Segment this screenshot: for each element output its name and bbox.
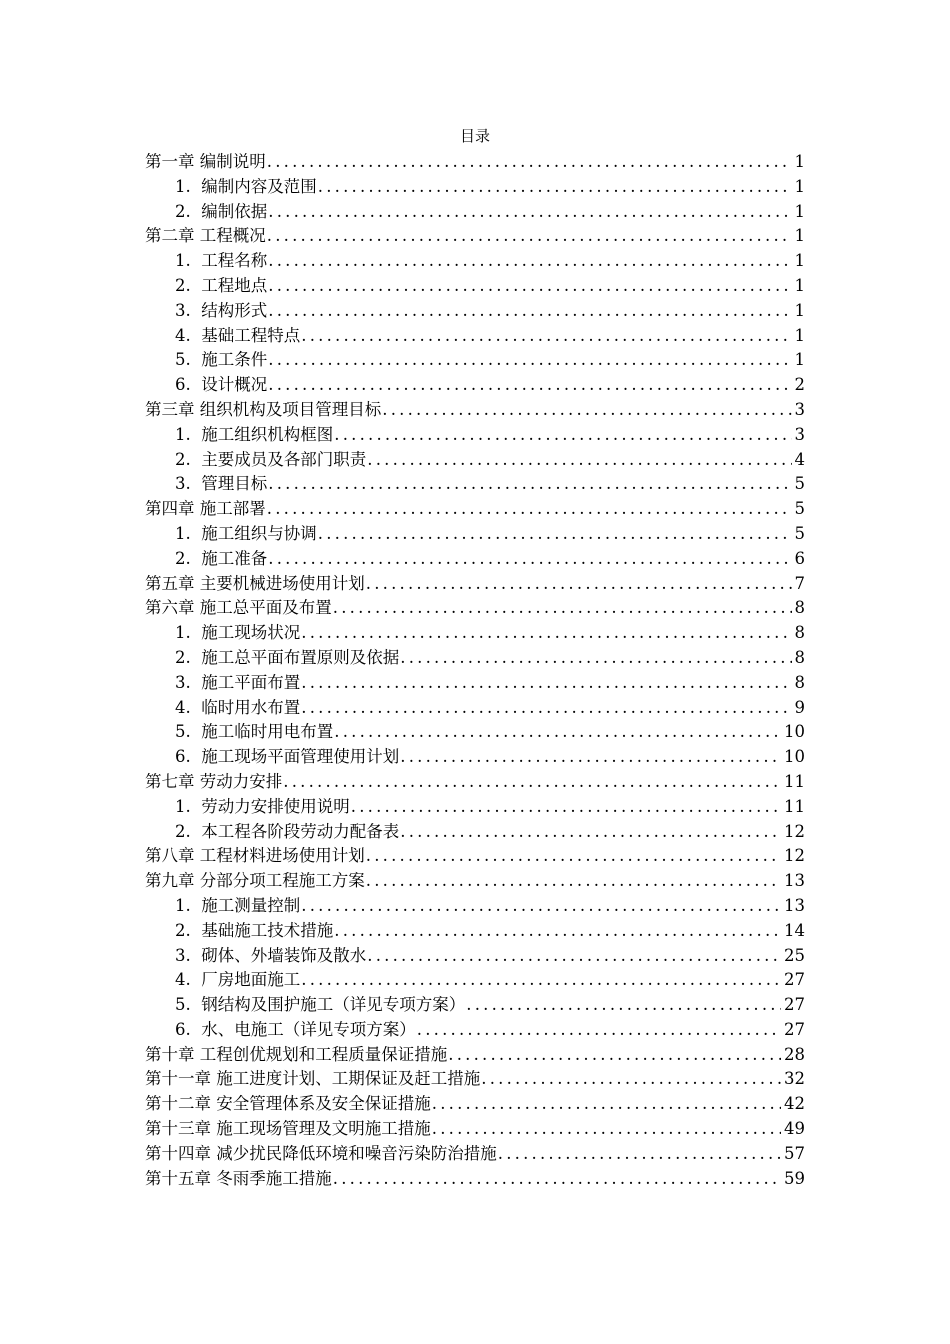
table-of-contents	[145, 150, 805, 1191]
toc-entry-separator	[191, 274, 202, 299]
toc-page-number: 1	[794, 152, 805, 171]
toc-dot-leader	[268, 547, 791, 572]
toc-entry-separator	[191, 522, 202, 547]
toc-entry-separator	[191, 200, 202, 225]
toc-entry-title: 冬雨季施工措施	[216, 1168, 332, 1188]
toc-page-number: 5	[794, 523, 805, 543]
toc-page-number: 14	[784, 920, 805, 940]
toc-entry-separator	[191, 944, 202, 969]
toc-dot-leader	[268, 200, 791, 225]
toc-section-entry[interactable]	[145, 249, 805, 274]
toc-entry-separator	[191, 820, 202, 845]
toc-entry-separator	[191, 547, 202, 572]
toc-entry-title: 主要成员及各部门职责	[201, 449, 367, 469]
toc-page-number: 12	[784, 846, 805, 866]
toc-entry-number: 第八章	[145, 846, 195, 866]
toc-section-entry[interactable]	[145, 423, 805, 448]
toc-section-entry[interactable]	[145, 274, 805, 299]
toc-page-number: 49	[784, 1119, 805, 1139]
toc-page-number: 32	[784, 1069, 805, 1089]
toc-entry-number: 5.	[175, 995, 191, 1015]
toc-entry-title: 安全管理体系及安全保证措施	[216, 1094, 431, 1114]
toc-section-entry[interactable]	[145, 795, 805, 820]
toc-dot-leader	[448, 1043, 781, 1068]
toc-dot-leader	[351, 795, 781, 820]
toc-entry-title: 施工部署	[199, 499, 266, 519]
toc-entry-title: 施工组织机构框图	[201, 424, 334, 444]
toc-entry-number: 第五章	[145, 573, 195, 593]
toc-dot-leader	[268, 249, 791, 274]
toc-entry-title: 减少扰民降低环境和噪音污染防治措施	[216, 1143, 497, 1163]
toc-dot-leader	[400, 745, 781, 770]
toc-entry-title: 施工总平面及布置	[199, 598, 332, 618]
toc-entry-title: 编制依据	[201, 201, 268, 221]
toc-entry-number: 3.	[175, 672, 191, 692]
toc-page-number: 1	[794, 251, 805, 271]
toc-entry-separator	[191, 249, 202, 274]
toc-page-number: 1	[794, 350, 805, 370]
toc-entry-separator	[191, 448, 202, 473]
toc-entry-title: 劳动力安排使用说明	[201, 796, 350, 816]
toc-entry-separator	[191, 348, 202, 373]
toc-dot-leader	[301, 671, 791, 696]
toc-entry-number: 3.	[175, 300, 191, 320]
toc-entry-title: 施工现场管理及文明施工措施	[216, 1119, 431, 1139]
toc-entry-title: 编制说明	[199, 152, 266, 171]
toc-entry-number: 4.	[175, 970, 191, 990]
toc-entry-number: 5.	[175, 350, 191, 370]
toc-entry-number: 第十一章	[145, 1069, 211, 1089]
toc-page-number: 8	[794, 623, 805, 643]
toc-entry-number: 1.	[175, 424, 191, 444]
toc-chapter-entry[interactable]	[145, 844, 805, 869]
toc-entry-number: 2.	[175, 449, 191, 469]
toc-entry-title: 施工测量控制	[201, 895, 301, 915]
toc-entry-separator	[191, 894, 202, 919]
toc-section-entry[interactable]	[145, 993, 805, 1018]
toc-dot-leader	[267, 150, 792, 175]
toc-page-number: 42	[784, 1094, 805, 1114]
toc-section-entry[interactable]	[145, 894, 805, 919]
toc-entry-separator	[191, 968, 202, 993]
toc-dot-leader	[301, 968, 781, 993]
toc-entry-number: 1.	[175, 623, 191, 643]
toc-dot-leader	[466, 993, 781, 1018]
toc-page-number: 3	[794, 424, 805, 444]
toc-page-number: 7	[794, 573, 805, 593]
toc-entry-title: 组织机构及项目管理目标	[199, 399, 382, 419]
toc-chapter-entry[interactable]	[145, 572, 805, 597]
toc-entry-title: 基础工程特点	[201, 325, 301, 345]
toc-page-number: 1	[794, 176, 805, 196]
toc-page-number: 59	[784, 1168, 805, 1188]
toc-page-number: 25	[784, 945, 805, 965]
toc-dot-leader	[268, 373, 791, 398]
toc-section-entry[interactable]	[145, 720, 805, 745]
toc-page-number: 8	[794, 672, 805, 692]
toc-section-entry[interactable]	[145, 1018, 805, 1043]
toc-entry-separator	[191, 720, 202, 745]
toc-entry-title: 工程名称	[201, 251, 268, 271]
toc-dot-leader	[318, 175, 792, 200]
toc-entry-number: 3.	[175, 945, 191, 965]
toc-dot-leader	[283, 770, 781, 795]
toc-entry-title: 施工进度计划、工期保证及赶工措施	[216, 1069, 481, 1089]
toc-section-entry[interactable]	[145, 745, 805, 770]
toc-entry-number: 第六章	[145, 598, 195, 618]
toc-dot-leader	[382, 398, 791, 423]
toc-entry-title: 水、电施工（详见专项方案）	[201, 1019, 416, 1039]
toc-page-number: 13	[784, 871, 805, 891]
toc-page-number: 13	[784, 895, 805, 915]
toc-section-entry[interactable]	[145, 472, 805, 497]
toc-chapter-entry[interactable]	[145, 224, 805, 249]
toc-section-entry[interactable]	[145, 448, 805, 473]
toc-entry-number: 第三章	[145, 399, 195, 419]
toc-section-entry[interactable]	[145, 522, 805, 547]
toc-dot-leader	[367, 944, 781, 969]
toc-entry-title: 施工现场状况	[201, 623, 301, 643]
toc-entry-number: 第十二章	[145, 1094, 211, 1114]
toc-entry-number: 2.	[175, 275, 191, 295]
toc-dot-leader	[301, 621, 791, 646]
toc-dot-leader	[268, 299, 791, 324]
toc-page-number: 8	[794, 598, 805, 618]
toc-entry-number: 6.	[175, 747, 191, 767]
toc-entry-number: 1.	[175, 176, 191, 196]
toc-entry-title: 厂房地面施工	[201, 970, 301, 990]
toc-page-number: 5	[794, 499, 805, 519]
toc-entry-separator	[191, 993, 202, 1018]
toc-dot-leader	[333, 596, 792, 621]
toc-chapter-entry[interactable]	[145, 770, 805, 795]
toc-page-number: 3	[794, 399, 805, 419]
toc-chapter-entry[interactable]	[145, 869, 805, 894]
toc-section-entry[interactable]	[145, 175, 805, 200]
toc-entry-title: 结构形式	[201, 300, 268, 320]
toc-dot-leader	[334, 720, 781, 745]
toc-entry-title: 临时用水布置	[201, 697, 301, 717]
toc-entry-title: 劳动力安排	[199, 771, 283, 791]
toc-page-number: 27	[784, 1019, 805, 1039]
toc-dot-leader	[267, 497, 792, 522]
toc-dot-leader	[432, 1092, 781, 1117]
toc-dot-leader	[301, 894, 781, 919]
toc-page-number: 2	[794, 375, 805, 395]
toc-dot-leader	[301, 696, 791, 721]
toc-chapter-entry[interactable]	[145, 1167, 805, 1192]
toc-entry-number: 2.	[175, 548, 191, 568]
toc-page-number: 1	[794, 325, 805, 345]
toc-entry-separator	[191, 299, 202, 324]
toc-entry-number: 2.	[175, 201, 191, 221]
toc-entry-title: 施工条件	[201, 350, 268, 370]
toc-entry-title: 主要机械进场使用计划	[199, 573, 365, 593]
toc-chapter-entry[interactable]	[145, 1067, 805, 1092]
toc-entry-number: 第七章	[145, 771, 195, 791]
toc-page-number: 8	[794, 647, 805, 667]
toc-page-number: 1	[794, 201, 805, 221]
toc-section-entry[interactable]	[145, 968, 805, 993]
toc-page-number: 12	[784, 821, 805, 841]
toc-entry-number: 1.	[175, 523, 191, 543]
toc-section-entry[interactable]	[145, 944, 805, 969]
toc-entry-title: 管理目标	[201, 474, 268, 494]
toc-title: 目录	[459, 127, 490, 145]
toc-entry-title: 工程创优规划和工程质量保证措施	[199, 1044, 448, 1064]
toc-section-entry[interactable]	[145, 919, 805, 944]
toc-entry-separator	[191, 373, 202, 398]
toc-entry-separator	[191, 472, 202, 497]
toc-dot-leader	[400, 646, 791, 671]
toc-page-number: 57	[784, 1143, 805, 1163]
toc-section-entry[interactable]	[145, 646, 805, 671]
toc-chapter-entry[interactable]	[145, 1092, 805, 1117]
toc-entry-title: 砌体、外墙装饰及散水	[201, 945, 367, 965]
toc-page-number: 28	[784, 1044, 805, 1064]
toc-section-entry[interactable]	[145, 200, 805, 225]
toc-entry-title: 本工程各阶段劳动力配备表	[201, 821, 400, 841]
toc-entry-separator	[191, 621, 202, 646]
toc-entry-number: 4.	[175, 325, 191, 345]
toc-page-number: 10	[784, 722, 805, 742]
toc-entry-title: 工程地点	[201, 275, 268, 295]
toc-entry-title: 编制内容及范围	[201, 176, 317, 196]
toc-chapter-entry[interactable]	[145, 398, 805, 423]
toc-chapter-entry[interactable]	[145, 1117, 805, 1142]
toc-entry-title: 工程概况	[199, 226, 266, 246]
toc-entry-separator	[191, 324, 202, 349]
toc-entry-title: 分部分项工程施工方案	[199, 871, 365, 891]
toc-entry-number: 4.	[175, 697, 191, 717]
toc-page-number: 4	[794, 449, 805, 469]
toc-page-number: 1	[794, 300, 805, 320]
toc-dot-leader	[417, 1018, 781, 1043]
toc-dot-leader	[268, 274, 791, 299]
toc-entry-number: 6.	[175, 375, 191, 395]
toc-section-entry[interactable]	[145, 820, 805, 845]
toc-entry-number: 1.	[175, 251, 191, 271]
toc-page-number: 1	[794, 275, 805, 295]
toc-dot-leader	[268, 348, 791, 373]
toc-entry-title: 基础施工技术措施	[201, 920, 334, 940]
toc-entry-number: 第十四章	[145, 1143, 211, 1163]
toc-chapter-entry[interactable]	[145, 150, 805, 175]
toc-entry-separator	[191, 696, 202, 721]
toc-entry-number: 第二章	[145, 226, 195, 246]
toc-entry-title: 施工准备	[201, 548, 268, 568]
toc-entry-number: 2.	[175, 821, 191, 841]
toc-entry-number: 3.	[175, 474, 191, 494]
toc-entry-title: 设计概况	[201, 375, 268, 395]
toc-page-number: 27	[784, 995, 805, 1015]
toc-entry-number: 第一章	[145, 152, 195, 171]
toc-entry-title: 钢结构及围护施工（详见专项方案）	[201, 995, 466, 1015]
toc-entry-number: 2.	[175, 647, 191, 667]
toc-dot-leader	[267, 224, 792, 249]
toc-chapter-entry[interactable]	[145, 497, 805, 522]
toc-dot-leader	[301, 324, 791, 349]
toc-page-number: 1	[794, 226, 805, 246]
toc-entry-separator	[191, 175, 202, 200]
toc-page-number: 10	[784, 747, 805, 767]
toc-section-entry[interactable]	[145, 671, 805, 696]
toc-entry-number: 5.	[175, 722, 191, 742]
toc-dot-leader	[366, 844, 781, 869]
toc-section-entry[interactable]	[145, 348, 805, 373]
toc-dot-leader	[318, 522, 792, 547]
toc-dot-leader	[366, 572, 792, 597]
toc-dot-leader	[432, 1117, 781, 1142]
toc-page-number: 6	[794, 548, 805, 568]
toc-entry-title: 施工组织与协调	[201, 523, 317, 543]
toc-entry-separator	[191, 919, 202, 944]
toc-section-entry[interactable]	[145, 299, 805, 324]
toc-entry-title: 施工现场平面管理使用计划	[201, 747, 400, 767]
toc-entry-separator	[191, 671, 202, 696]
toc-entry-separator	[191, 646, 202, 671]
toc-section-entry[interactable]	[145, 621, 805, 646]
toc-page-number: 9	[794, 697, 805, 717]
toc-page-number: 11	[784, 771, 805, 791]
toc-entry-separator	[191, 1018, 202, 1043]
toc-entry-number: 6.	[175, 1019, 191, 1039]
toc-dot-leader	[400, 820, 781, 845]
toc-dot-leader	[366, 869, 781, 894]
toc-entry-number: 第四章	[145, 499, 195, 519]
toc-entry-title: 工程材料进场使用计划	[199, 846, 365, 866]
toc-entry-number: 第十三章	[145, 1119, 211, 1139]
toc-entry-number: 2.	[175, 920, 191, 940]
toc-page-number: 5	[794, 474, 805, 494]
toc-chapter-entry[interactable]	[145, 1043, 805, 1068]
toc-dot-leader	[268, 472, 791, 497]
toc-dot-leader	[367, 448, 791, 473]
toc-section-entry[interactable]	[145, 324, 805, 349]
toc-dot-leader	[334, 423, 791, 448]
toc-page-number: 11	[784, 796, 805, 816]
toc-entry-number: 第十五章	[145, 1168, 211, 1188]
toc-entry-title: 施工临时用电布置	[201, 722, 334, 742]
toc-chapter-entry[interactable]	[145, 596, 805, 621]
toc-entry-separator	[191, 423, 202, 448]
toc-chapter-entry[interactable]	[145, 1142, 805, 1167]
toc-dot-leader	[481, 1067, 781, 1092]
toc-section-entry[interactable]	[145, 373, 805, 398]
toc-entry-separator	[191, 795, 202, 820]
toc-dot-leader	[334, 919, 781, 944]
toc-section-entry[interactable]	[145, 547, 805, 572]
toc-section-entry[interactable]	[145, 696, 805, 721]
toc-entry-number: 1.	[175, 895, 191, 915]
toc-entry-number: 1.	[175, 796, 191, 816]
toc-entry-title: 施工平面布置	[201, 672, 301, 692]
toc-dot-leader	[498, 1142, 781, 1167]
toc-entry-number: 第十章	[145, 1044, 195, 1064]
toc-dot-leader	[333, 1167, 781, 1192]
toc-entry-separator	[191, 745, 202, 770]
toc-page-number: 27	[784, 970, 805, 990]
toc-entry-title: 施工总平面布置原则及依据	[201, 647, 400, 667]
toc-entry-number: 第九章	[145, 871, 195, 891]
